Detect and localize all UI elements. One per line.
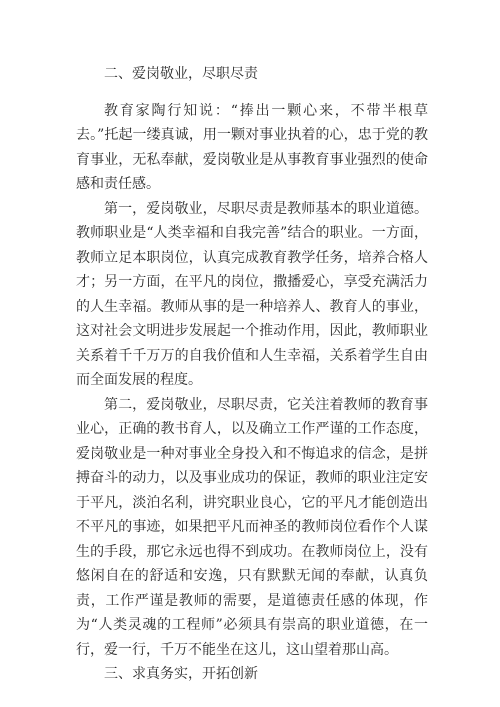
document-body: [76, 62, 428, 687]
paragraph-second: 第二，爱岗敬业，尽职尽责，它关注着教师的教育事业心，正确的教书育人，以及确立工作严谨的工作态度，爱岗敬业是一种对事业全身投入和不悔追求的信念，是拼搏奋斗的动力，以及事业成功的保证，教师的职业注定安于平凡，淡泊名利，讲究职业良心，它的平凡才能创造出不平凡的事迹，如果把平凡而神圣的教师岗位看作个人谋生的手段，那它永远也得不到成功。在教师岗位上，没有悠闲自在的舒适和安逸，只有默默无闻的奉献，认真负责，工作严谨是教师的需要，是道德责任感的体现，作为“人类灵魂的工程师”必须具有崇高的职业道德，在一行，爱一行，千万不能坐在这儿，这山望着那山高。: [76, 396, 428, 658]
paragraph-first: 第一，爱岗敬业，尽职尽责是教师基本的职业道德。教师职业是“人类幸福和自我完善”结合的职业。一方面，教师立足本职岗位，认真完成教育教学任务，培养合格人才；另一方面，在平凡的岗位，撒播爱心，享受充满活力的人生幸福。教师从事的是一种培养人、教育人的事业，这对社会文明进步发展起一个推动作用，因此，教师职业关系着千千万万的自我价值和人生幸福，关系着学生自由而全面发展的程度。: [76, 200, 428, 388]
section-heading-3: 三、求真务实，开拓创新: [104, 666, 258, 682]
paragraph-intro: 教育家陶行知说：“捧出一颗心来，不带半根草去。”托起一缕真诚，用一颗对事业执着的心，忠于党的教育事业，无私奉献，爱岗敬业是从事教育事业强烈的使命感和责任感。: [76, 102, 428, 192]
section-heading-2: 二、爱岗敬业，尽职尽责: [104, 66, 258, 82]
